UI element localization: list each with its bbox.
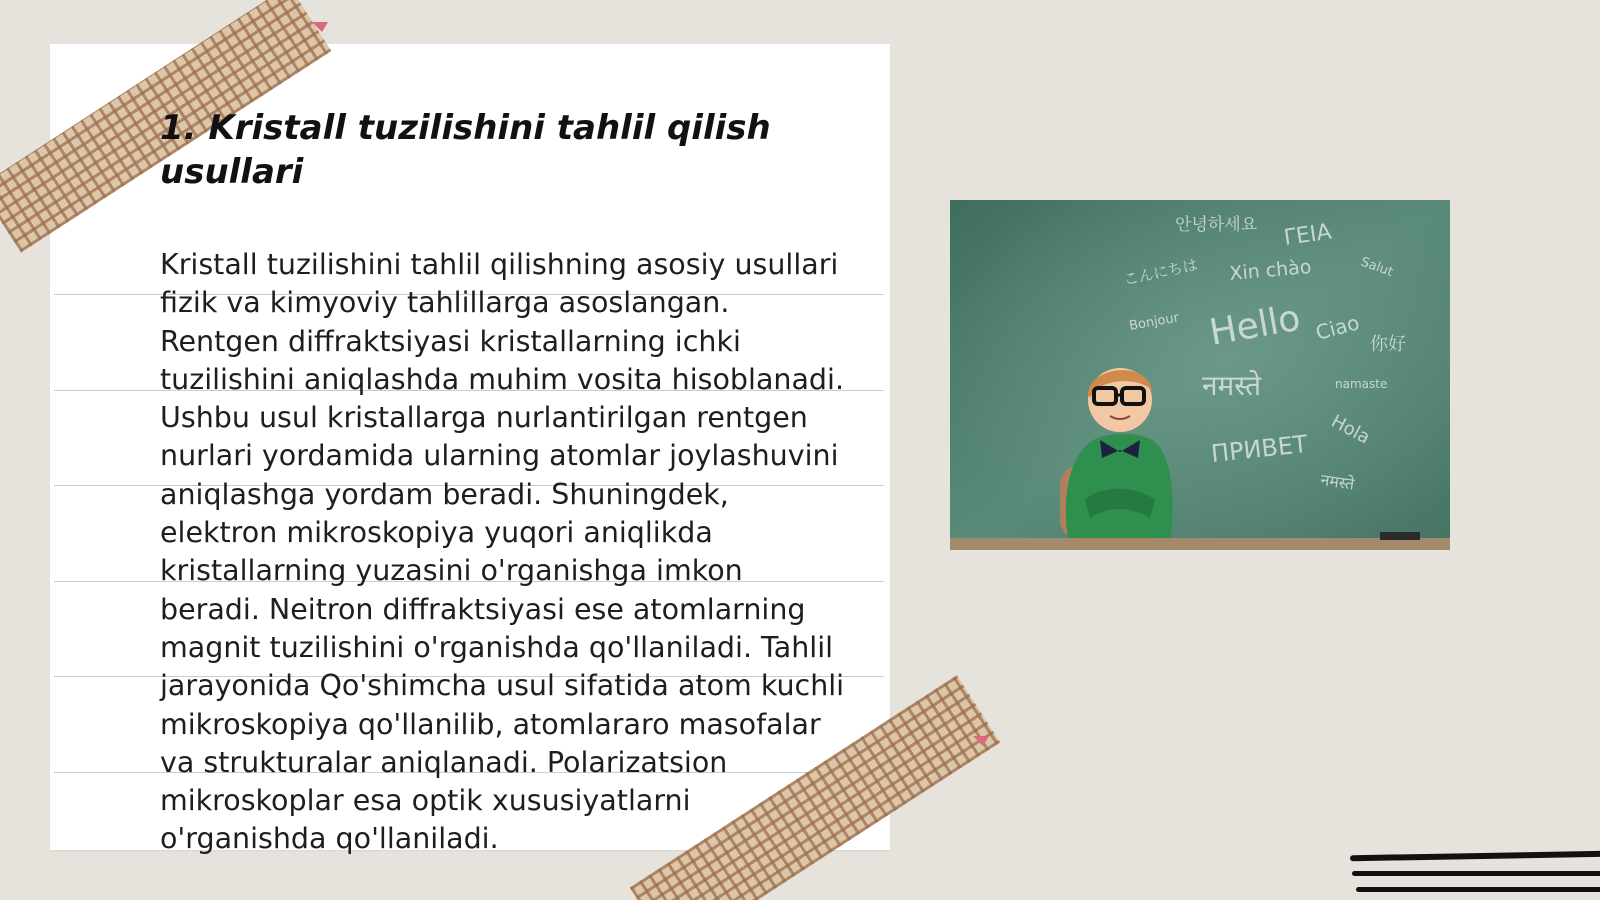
slide-title: 1. Kristall tuzilishini tahlil qilish usullari [160, 108, 771, 192]
brush-stroke-line [1352, 871, 1600, 876]
heart-icon [312, 22, 328, 34]
chalk-word: नमस्ते [1202, 369, 1262, 402]
brush-stroke-line [1356, 887, 1600, 892]
body-paragraph: Kristall tuzilishini tahlil qilishning asosiy usullari fizik va kimyoviy tahlillarga asoslangan. Rentgen diffraktsiyasi kristallarning ichki tuzilishini aniqlashda muhim vosita hisoblanadi. Ushbu usul kristallarga nurlantirilgan rentgen nurlari yordamida ularning atomlar joylashuvini aniqlashga yordam beradi. Shuningdek, elektron mikroskopiya yuqori aniqlikda kristallarning yuzasini o'rganishga imkon beradi. Neitron diffraktsiyasi ese atomlarning magnit tuzilishini o'rganishda qo'llaniladi. Tahlil jarayonida Qo'shimcha usul sifatida atom kuchli mikroskopiya qo'llanilib, atomlararo masofalar va strukturalar aniqlanadi. Polarizatsion mikroskoplar esa optik xususiyatlarni o'rganishda qo'llaniladi. [160, 248, 845, 856]
chalk-word: ПРИВЕТ [1209, 430, 1309, 468]
svg-text:namaste: namaste [1335, 377, 1388, 391]
chalk-word: Salut [1358, 254, 1395, 281]
chalk-word: Hello [1206, 297, 1304, 354]
chalk-word: ΓΕΙΑ [1282, 219, 1334, 251]
chalkboard-image [950, 200, 1450, 550]
brush-stroke-line [1350, 851, 1600, 862]
chalkboard-photo [950, 200, 1450, 550]
chalk-word: Ciao [1313, 310, 1362, 345]
chalk-word: こんにちは [1122, 255, 1200, 289]
chalk-word: Xin chào [1228, 255, 1313, 285]
svg-text:नमस्ते: नमस्ते [1319, 470, 1356, 494]
chalk-word: 안녕하세요 [1175, 215, 1258, 235]
chalk-word: Hola [1327, 410, 1374, 449]
heart-icon [973, 736, 989, 748]
chalk-word: 你好 [1370, 334, 1406, 355]
chalk-word: Bonjour [1128, 310, 1181, 334]
